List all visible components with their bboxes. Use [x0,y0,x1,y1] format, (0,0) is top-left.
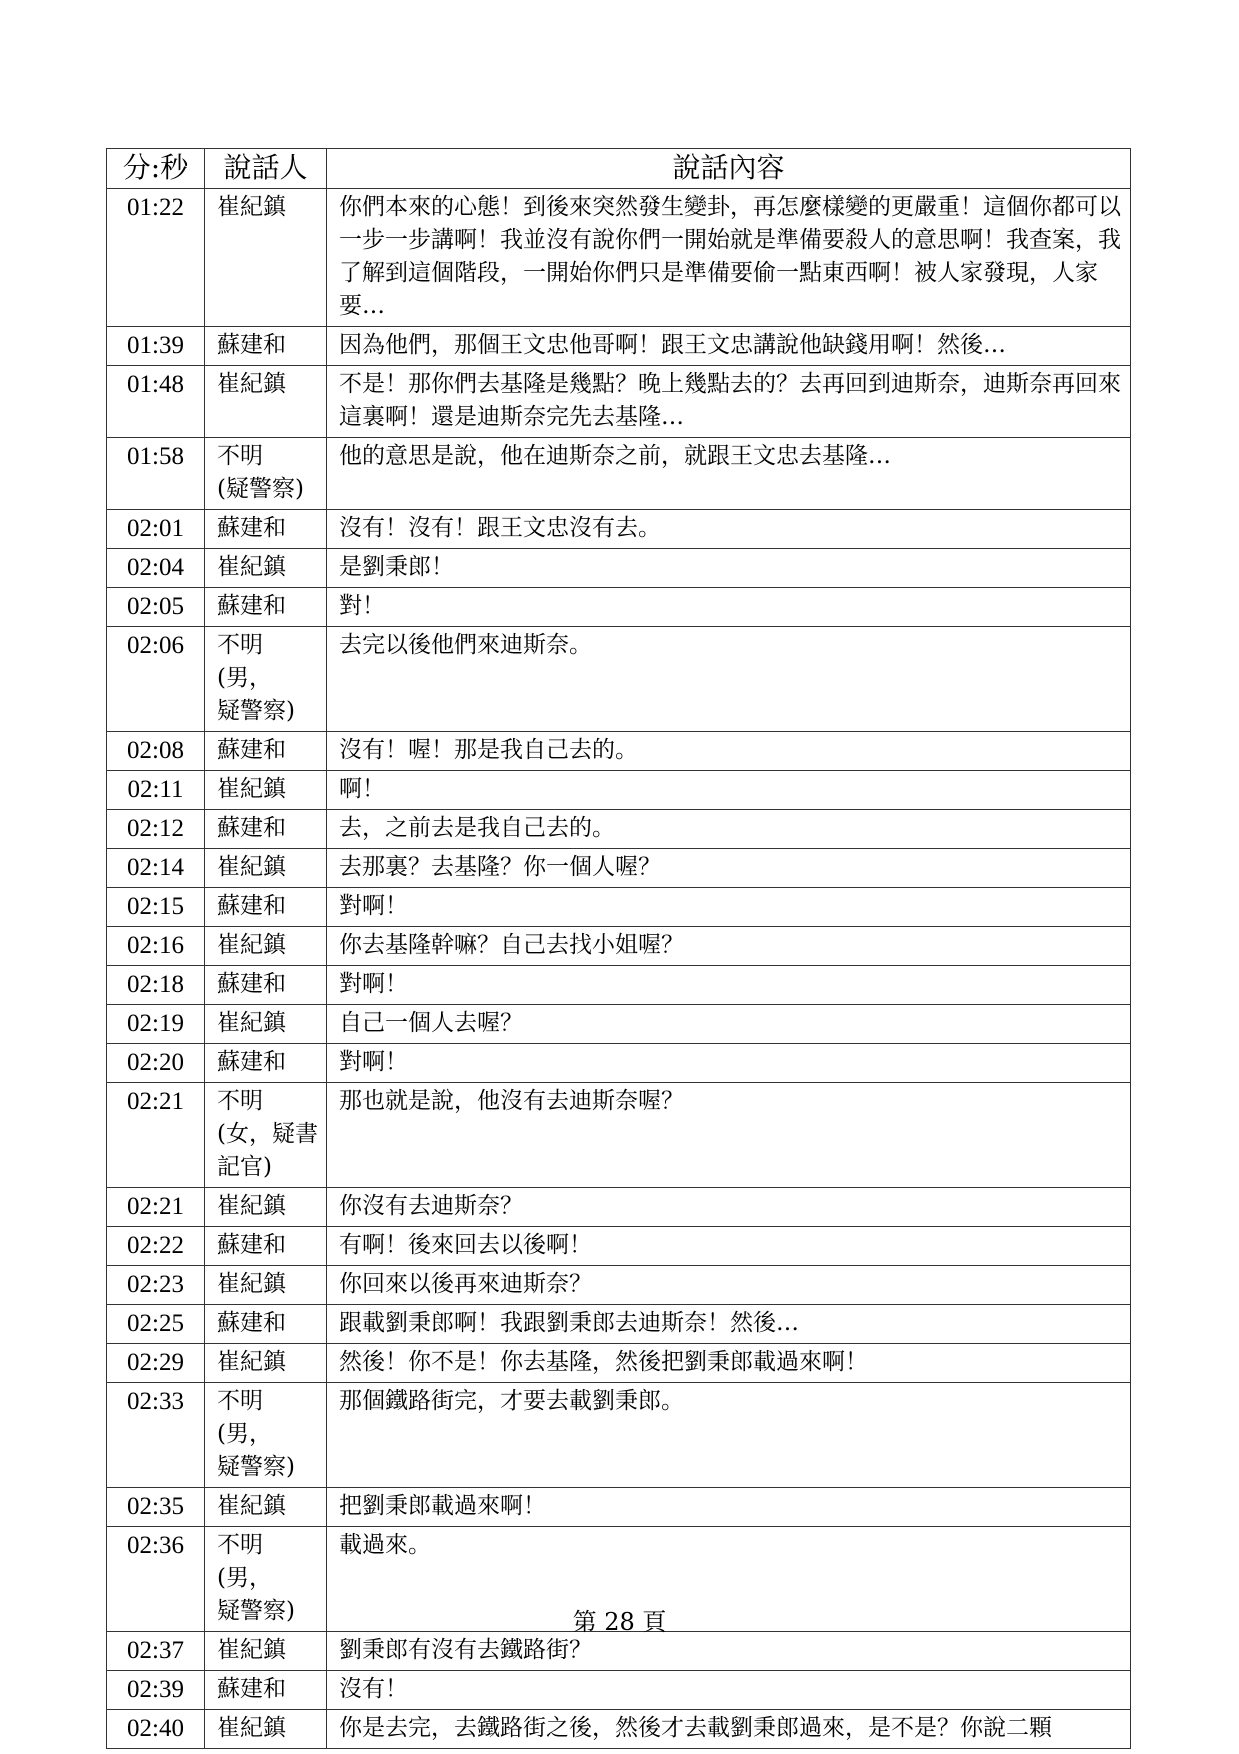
row-speaker: 崔紀鎮 [205,1344,327,1383]
row-time: 02:29 [107,1344,205,1383]
row-time: 02:05 [107,588,205,627]
row-speaker: 崔紀鎮 [205,549,327,588]
row-time: 02:18 [107,966,205,1005]
table-row [107,1710,1131,1749]
row-content: 去那裏？去基隆？你一個人喔？ [327,849,1131,888]
row-time: 02:04 [107,549,205,588]
row-speaker: 崔紀鎮 [205,189,327,327]
row-time: 02:20 [107,1044,205,1083]
row-speaker: 崔紀鎮 [205,366,327,438]
table-row [107,966,1131,1005]
row-content: 自己一個人去喔？ [327,1005,1131,1044]
row-content: 因為他們，那個王文忠他哥啊！跟王文忠講說他缺錢用啊！然後… [327,327,1131,366]
row-time: 02:16 [107,927,205,966]
table-row [107,627,1131,732]
row-speaker: 崔紀鎮 [205,1710,327,1749]
row-speaker: 崔紀鎮 [205,1488,327,1527]
row-content: 有啊！後來回去以後啊！ [327,1227,1131,1266]
row-content: 然後！你不是！你去基隆，然後把劉秉郎載過來啊！ [327,1344,1131,1383]
row-time: 02:39 [107,1671,205,1710]
table-row [107,1305,1131,1344]
row-content: 去，之前去是我自己去的。 [327,810,1131,849]
row-time: 02:35 [107,1488,205,1527]
row-speaker: 不明 (男， 疑警察) [205,627,327,732]
row-speaker: 蘇建和 [205,810,327,849]
row-time: 02:40 [107,1710,205,1749]
row-content: 去完以後他們來迪斯奈。 [327,627,1131,732]
row-speaker: 崔紀鎮 [205,1266,327,1305]
table-row [107,588,1131,627]
row-speaker: 蘇建和 [205,327,327,366]
row-content: 對！ [327,588,1131,627]
row-time: 01:22 [107,189,205,327]
row-content: 你是去完，去鐵路街之後，然後才去載劉秉郎過來，是不是？你說二顆 [327,1710,1131,1749]
table-row [107,189,1131,327]
row-time: 02:14 [107,849,205,888]
transcript-body [107,189,1131,1749]
table-row [107,1083,1131,1188]
table-row [107,1227,1131,1266]
row-time: 02:06 [107,627,205,732]
row-content: 對啊！ [327,1044,1131,1083]
row-speaker: 崔紀鎮 [205,1005,327,1044]
row-speaker: 崔紀鎮 [205,1632,327,1671]
row-time: 02:25 [107,1305,205,1344]
row-content: 他的意思是說，他在迪斯奈之前，就跟王文忠去基隆… [327,438,1131,510]
row-time: 02:36 [107,1527,205,1632]
header-time: 分:秒 [107,149,205,189]
row-speaker: 不明 (女，疑書 記官) [205,1083,327,1188]
row-speaker: 崔紀鎮 [205,927,327,966]
row-time: 02:15 [107,888,205,927]
row-content: 不是！那你們去基隆是幾點？晚上幾點去的？去再回到迪斯奈，迪斯奈再回來這裏啊！還是迪斯奈完先去基隆… [327,366,1131,438]
row-content: 沒有！ [327,1671,1131,1710]
row-speaker: 蘇建和 [205,588,327,627]
row-content: 你回來以後再來迪斯奈？ [327,1266,1131,1305]
row-speaker: 蘇建和 [205,1671,327,1710]
row-content: 對啊！ [327,888,1131,927]
row-speaker: 蘇建和 [205,888,327,927]
row-speaker: 崔紀鎮 [205,771,327,810]
row-speaker: 不明 (男， 疑警察) [205,1527,327,1632]
row-time: 02:23 [107,1266,205,1305]
table-row [107,1344,1131,1383]
row-time: 02:11 [107,771,205,810]
row-speaker: 蘇建和 [205,732,327,771]
table-row [107,1005,1131,1044]
transcript-table [106,148,1131,1749]
row-content: 那也就是說，他沒有去迪斯奈喔？ [327,1083,1131,1188]
table-row [107,771,1131,810]
table-row [107,1632,1131,1671]
table-row [107,327,1131,366]
row-content: 你沒有去迪斯奈？ [327,1188,1131,1227]
table-row [107,732,1131,771]
row-content: 你去基隆幹嘛？自己去找小姐喔？ [327,927,1131,966]
row-time: 02:37 [107,1632,205,1671]
row-time: 01:58 [107,438,205,510]
row-content: 沒有！沒有！跟王文忠沒有去。 [327,510,1131,549]
table-row [107,1383,1131,1488]
row-content: 啊！ [327,771,1131,810]
row-time: 02:12 [107,810,205,849]
row-speaker: 蘇建和 [205,966,327,1005]
row-content: 沒有！喔！那是我自己去的。 [327,732,1131,771]
row-content: 是劉秉郎！ [327,549,1131,588]
row-time: 01:39 [107,327,205,366]
table-row [107,438,1131,510]
row-time: 02:22 [107,1227,205,1266]
row-speaker: 崔紀鎮 [205,1188,327,1227]
row-speaker: 不明 (男， 疑警察) [205,1383,327,1488]
table-row [107,1266,1131,1305]
header-content: 說話內容 [327,149,1131,189]
table-row [107,849,1131,888]
page-number: 第 28 頁 [572,1608,667,1636]
table-row [107,927,1131,966]
row-speaker: 蘇建和 [205,510,327,549]
table-row [107,810,1131,849]
row-time: 02:19 [107,1005,205,1044]
row-content: 那個鐵路街完，才要去載劉秉郎。 [327,1383,1131,1488]
row-content: 你們本來的心態！到後來突然發生變卦，再怎麼樣變的更嚴重！這個你都可以一步一步講啊！我並沒有說你們一開始就是準備要殺人的意思啊！我查案，我了解到這個階段，一開始你們只是準備要偷一點東西啊！被人家發現，人家要… [327,189,1131,327]
row-time: 02:01 [107,510,205,549]
row-time: 02:08 [107,732,205,771]
row-speaker: 蘇建和 [205,1305,327,1344]
row-time: 01:48 [107,366,205,438]
row-content: 把劉秉郎載過來啊！ [327,1488,1131,1527]
table-row [107,510,1131,549]
row-time: 02:21 [107,1083,205,1188]
table-row [107,366,1131,438]
table-row [107,1188,1131,1227]
row-content: 載過來。 [327,1527,1131,1632]
table-row [107,549,1131,588]
table-row [107,888,1131,927]
row-speaker: 崔紀鎮 [205,849,327,888]
row-speaker: 蘇建和 [205,1044,327,1083]
header-speaker: 說話人 [205,149,327,189]
row-time: 02:21 [107,1188,205,1227]
table-row [107,1671,1131,1710]
row-time: 02:33 [107,1383,205,1488]
table-row [107,1044,1131,1083]
row-speaker: 蘇建和 [205,1227,327,1266]
row-content: 跟載劉秉郎啊！我跟劉秉郎去迪斯奈！然後… [327,1305,1131,1344]
row-content: 對啊！ [327,966,1131,1005]
table-row [107,1488,1131,1527]
row-speaker: 不明 (疑警察) [205,438,327,510]
row-content: 劉秉郎有沒有去鐵路街？ [327,1632,1131,1671]
header-row [107,149,1131,189]
